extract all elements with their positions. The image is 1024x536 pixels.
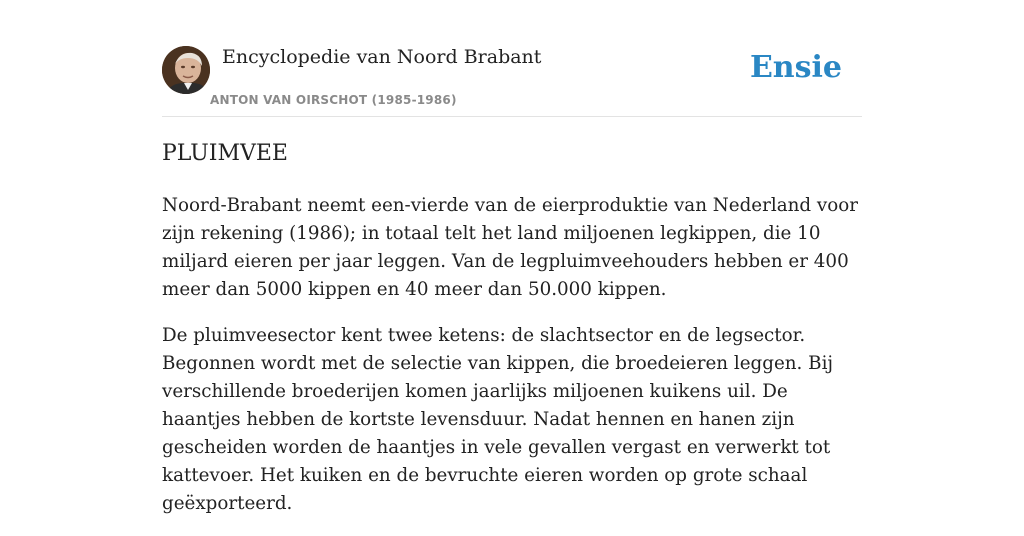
ensie-logo[interactable]: Ensie bbox=[749, 50, 842, 85]
article-paragraph: Noord-Brabant neemt een-vierde van de eierproduktie van Nederland voor zijn rekening (1986); in totaal telt het land miljoenen legkippen, die 10 miljard eieren per jaar leggen. Van de legpluimveehouders hebben er 400 meer dan 5000 kippen en 40 meer dan 50.000 kippen. bbox=[162, 195, 858, 300]
author-portrait-icon bbox=[162, 46, 210, 94]
author-name[interactable]: ANTON VAN OIRSCHOT (1985-1986) bbox=[210, 93, 457, 107]
article-body bbox=[162, 192, 862, 536]
article-header bbox=[162, 0, 862, 117]
article-card bbox=[162, 0, 862, 512]
author-avatar[interactable] bbox=[162, 46, 210, 94]
article-paragraph: De pluimveesector kent twee ketens: de slachtsector en de legsector. Begonnen wordt met de selectie van kippen, die broedeieren leggen. Bij verschillende broederijen komen jaarlijks miljoenen kuikens uil. De haantjes hebben de kortste levensduur. Nadat hennen en hanen zijn gescheiden worden de haantjes in vele gevallen vergast en verwerkt tot kattevoer. Het kuiken en de bevruchte eieren worden op grote schaal geëxporteerd. bbox=[162, 325, 834, 514]
encyclopedia-title[interactable]: Encyclopedie van Noord Brabant bbox=[222, 46, 542, 68]
article-title: PLUIMVEE bbox=[162, 141, 288, 166]
